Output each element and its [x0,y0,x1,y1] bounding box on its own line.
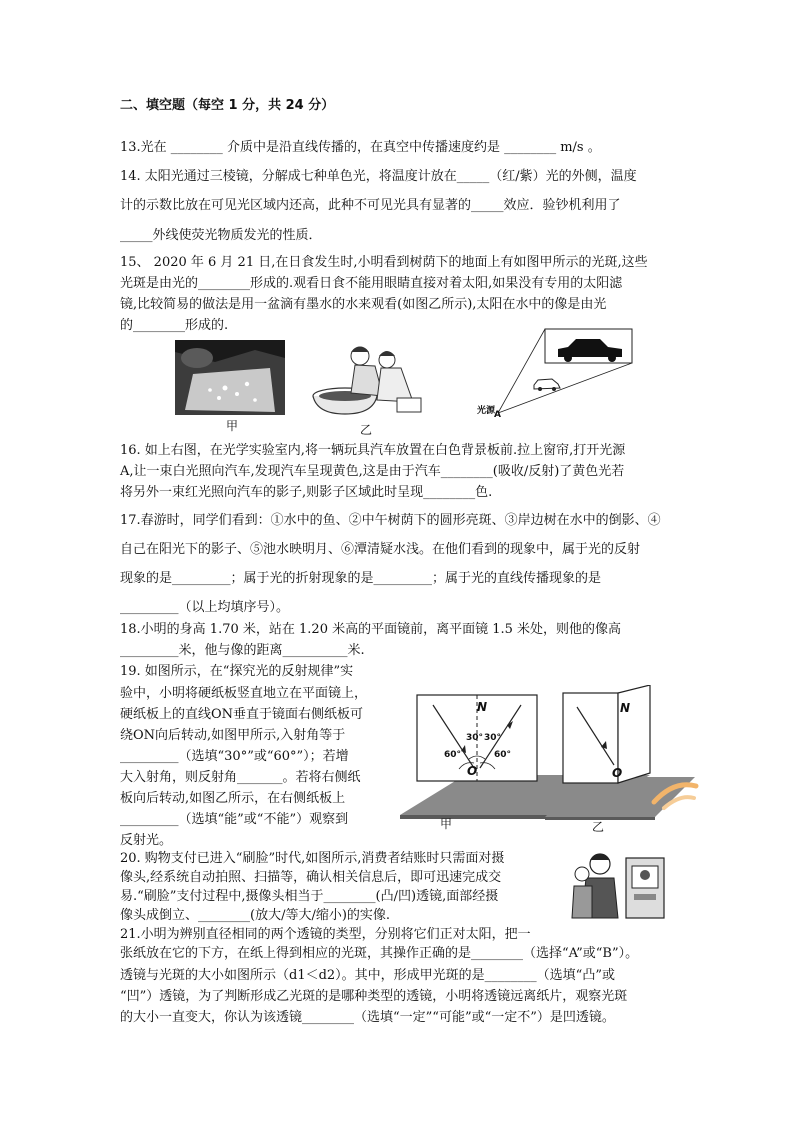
q15-line-4: 的________形成的. [120,318,229,333]
normal-n-label-yi: N [620,701,631,715]
q19-line-6: 大入射角，则反射角_______。若将右侧纸 [120,770,361,785]
point-o-label-yi: O [612,766,623,780]
face-payment-drawing [570,844,670,922]
q17-line-2: 自己在阳光下的影子、⑤池水映明月、⑥潭清疑水浅。在他们看到的现象中，属于光的反射 [120,542,641,557]
caption-jia: 甲 [226,419,239,433]
q17-line-3: 现象的是_________；属于光的折射现象的是_________；属于光的直线传播现象的是 [120,571,602,586]
q20-line-1: 20. 购物支付已进入“刷脸”时代,如图所示,消费者结账时只需面对摄 [120,851,505,866]
q19-line-3: 硬纸板上的直线ON垂直于镜面右侧纸板可 [120,707,364,722]
q20-line-2: 像头,经系统自动拍照、扫描等，确认相关信息后，即可迅速完成交 [120,870,502,885]
basin-water-drawing [305,338,430,418]
light-source-label: 光源 [477,406,496,416]
normal-n-label-jia: N [477,700,488,714]
q21-line-2: 张纸放在它的下方，在纸上得到相应的光斑，其操作正确的是________（选择“A”或“B”）。 [120,946,639,961]
point-o-label-jia: O [467,764,478,778]
q18-line-1: 18.小明的身高 1.70 米，站在 1.20 米高的平面镜前，离平面镜 1.5 米处，则他的像高 [120,622,622,637]
caption-yi: 乙 [360,423,373,437]
q19-line-2: 验中，小明将硬纸板竖直地立在平面镜上， [120,686,368,701]
angle-30-left: 30° [466,733,484,743]
q19-line-4: 绕ON向后转动,如图甲所示,入射角等于 [120,728,346,743]
q19-line-1: 19. 如图所示，在“探究光的反射规律”实 [120,664,354,679]
q15-line-3: 镜,比较简易的做法是用一盆滴有墨水的水来观看(如图乙所示),太阳在水中的像是由光 [120,297,607,312]
q18-line-2: _________米，他与像的距离__________米. [120,643,365,658]
angle-30-right: 30° [484,733,502,743]
q14-line-2: 计的示数比放在可见光区域内还高，此种不可见光具有显著的_____效应．验钞机利用了 [120,198,621,213]
q20-line-4: 像头成倒立、________(放大/等大/缩小)的实像. [120,908,391,923]
q19-line-5: _________（选填“30°”或“60°”）；若增 [120,749,349,764]
q20-line-3: 易.“刷脸”支付过程中,摄像头相当于________(凸/凹)透镜,面部经摄 [120,889,499,904]
q19-line-8: _________（选填“能”或“不能”）观察到 [120,812,349,827]
car-shadow-diagram [480,327,640,417]
q14-line-1: 14. 太阳光通过三棱镜，分解成七种单色光，将温度计放在_____（红/紫）光的外侧，温度 [120,169,637,184]
section-title: 二、填空题（每空 1 分，共 24 分） [120,98,335,113]
mirror-caption-yi: 乙 [592,820,605,834]
q16-line-2: A,让一束白光照向汽车,发现汽车呈现黄色,这是由于汽车________(吸收/反射)了黄色光若 [120,464,625,479]
q15-line-1: 15、 2020 年 6 月 21 日,在日食发生时,小明看到树荫下的地面上有如图甲所示的光斑,这些 [120,255,648,270]
orange-watermark-mark [650,772,700,812]
q14-line-3: _____外线使荧光物质发光的性质． [120,228,322,243]
angle-60-left: 60° [444,750,462,760]
q19-line-9: 反射光。 [120,833,173,848]
angle-60-right: 60° [494,750,512,760]
q15-line-2: 光斑是由光的________形成的.观看日食不能用眼睛直接对着太阳,如果没有专用的太阳滤 [120,276,623,291]
q17-line-1: 17.春游时，同学们看到：①水中的鱼、②中午树荫下的圆形亮斑、③岸边树在水中的倒影、④ [120,513,661,528]
mirror-caption-jia: 甲 [440,817,453,831]
q17-line-4: _________（以上均填序号）。 [120,600,290,615]
tree-shadow-photo [175,340,285,415]
point-a-label: A [494,410,501,420]
q21-line-4: “凹”）透镜，为了判断形成乙光斑的是哪种类型的透镜，小明将透镜远离纸片，观察光斑 [120,989,628,1004]
q21-line-1: 21.小明为辨别直径相同的两个透镜的类型，分别将它们正对太阳，把一 [120,927,531,942]
q16-line-1: 16. 如上右图，在光学实验室内,将一辆玩具汽车放置在白色背景板前.拉上窗帘,打开光源 [120,443,626,458]
q16-line-3: 将另外一束红光照向汽车的影子,则影子区域此时呈现________色. [120,485,493,500]
q19-line-7: 板向后转动,如图乙所示，在右侧纸板上 [120,791,346,806]
q21-line-3: 透镜与光斑的大小如图所示（d1＜d2）。其中，形成甲光斑的是________（选填“凸”或 [120,968,615,983]
q13-line: 13.光在 ________ 介质中是沿直线传播的，在真空中传播速度约是 ________ m/s 。 [120,140,601,155]
q21-line-5: 的大小一直变大，你认为该透镜________（选填“一定”“可能”或“一定不”）是凹透镜。 [120,1010,615,1025]
